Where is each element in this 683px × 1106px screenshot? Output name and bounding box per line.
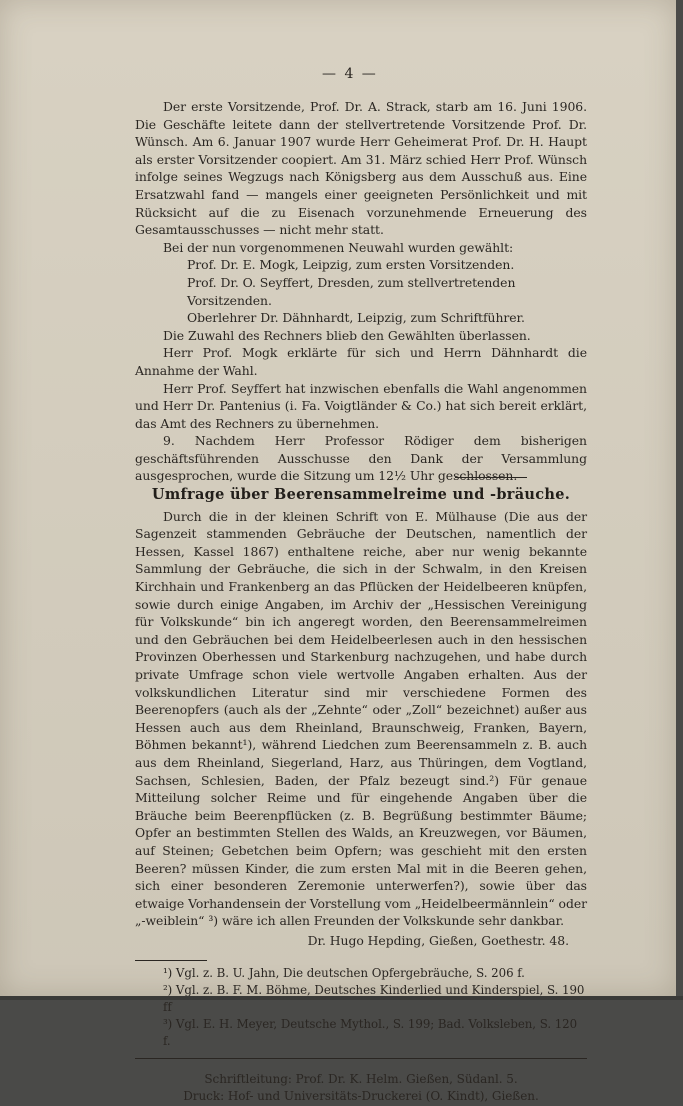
article-body: Durch die in der kleinen Schrift von E. Mülhause (Die aus der Sagenzeit stammenden Gebräuche der Deutschen, namentlich der Hessen, Kassel 1867) enthaltene reiche, aber nur wenig bekannte Sammlung der Gebräuche, die sich in der Schwalm, in den Kreisen Kirchhain und Frankenberg an das Pflücken der Heidelbeeren knüpfen, sowie durch einige Angaben, im Archiv der „Hessischen Vereinigung für Volkskunde“ bin ich angeregt worden, den Beerensammelreimen und den Gebräuchen bei dem Heidelbeerlesen auch in den hessischen Provinzen Oberhessen und Starkenburg nachzugehen, und habe durch private Umfrage schon viele wertvolle Angaben erhalten. Aus der volkskundlichen Literatur sind mir verschiedene Formen des Beerenopfers (auch als der „Zehnte“ oder „Zoll“ bezeichnet) außer aus Hessen auch aus dem Rheinland, Braunschweig, Franken, Bayern, Böhmen bekannt¹), während Liedchen zum Beerensammeln z. B. auch aus dem Rheinland, Siegerland, Harz, aus Thüringen, dem Vogtland, Sachsen, Schlesien, Baden, der Pfalz bezeugt sind.²) Für genaue Mitteilung solcher Reime und für eingehende Angaben über die Bräuche beim Beerenpflücken (z. B. Begrüßung bestimmter Bäume; Opfer an bestimmten Stellen des Walds, an Kreuzwegen, vor Bäumen, auf Steinen; Gebetchen beim Opfern; was geschieht mit den ersten Beeren? müssen Kinder, die zum ersten Mal mit in die Beeren gehen, sich einer besonderen Zeremonie unterwerfen?), sowie über das etwaige Vorhandensein der Vorstellung vom „Heidelbeermännlein“ oder „-weiblein“ ³) wäre ich allen Freunden der Volkskunde sehr dankbar.: [135, 508, 587, 929]
page-body: [135, 98, 587, 1106]
footnote: ²) Vgl. z. B. F. M. Böhme, Deutsches Kinderlied und Kinderspiel, S. 190 ff: [163, 982, 585, 1014]
report-paragraph: Herr Prof. Mogk erklärte für sich und Herrn Dähnhardt die Annahme der Wahl.: [135, 345, 587, 378]
report-paragraph: Bei der nun vorgenommenen Neuwahl wurden gewählt:: [163, 239, 514, 255]
footnote: ¹) Vgl. z. B. U. Jahn, Die deutschen Opfergebräuche, S. 206 f.: [163, 965, 525, 980]
scan-background: [0, 996, 683, 1000]
imprint-printer: Druck: Hof- und Universitäts-Druckerei (O. Kindt), Gießen.: [183, 1089, 539, 1104]
page-number: — 4 —: [322, 66, 378, 82]
report-paragraph: Herr Prof. Seyffert hat inzwischen ebenfalls die Wahl angenommen und Herr Dr. Pantenius (i. Fa. Voigtländer & Co.) hat sich bereit erklärt, das Amt des Rechners zu übernehmen.: [135, 380, 587, 431]
footnote: ³) Vgl. E. H. Meyer, Deutsche Mythol., S. 199; Bad. Volksleben, S. 120 f.: [163, 1016, 578, 1048]
imprint-editor: Schriftleitung: Prof. Dr. K. Helm. Gießen, Südanl. 5.: [204, 1071, 518, 1086]
article-signature: Dr. Hugo Hepding, Gießen, Goethestr. 48.: [307, 932, 569, 948]
election-entry: Prof. Dr. E. Mogk, Leipzig, zum ersten Vorsitzenden.: [187, 257, 515, 273]
report-paragraph: Der erste Vorsitzende, Prof. Dr. A. Strack, starb am 16. Juni 1906. Die Geschäfte leitete dann der stellvertretende Vorsitzende Prof. Dr. Wünsch. Am 6. Januar 1907 wurde Herr Geheimerat Prof. Dr. H. Haupt als erster Vorsitzender coopiert. Am 31. März schied Herr Prof. Wünsch infolge seines Wegzugs nach Königsberg aus dem Ausschuß aus. Eine Ersatzwahl fand — mangels einer geeigneten Persönlichkeit und mit Rücksicht auf die zu Eisenach vorzunehmende Erneuerung des Gesamtausschusses — nicht mehr statt.: [135, 99, 587, 238]
report-paragraph: Die Zuwahl des Rechners blieb den Gewählten überlassen.: [163, 327, 531, 343]
scan-background: [676, 0, 683, 1000]
footnote-rule: [135, 960, 207, 961]
imprint-rule: [135, 1058, 587, 1059]
report-paragraph: 9. Nachdem Herr Professor Rödiger dem bisherigen geschäftsführenden Ausschusse den Dank der Versammlung ausgesprochen, wurde die Sitzung um 12½ Uhr geschlossen.: [135, 433, 587, 484]
election-entry: Oberlehrer Dr. Dähnhardt, Leipzig, zum Schriftführer.: [187, 310, 525, 326]
article-heading: Umfrage über Beerensammelreime und -bräuche.: [151, 486, 571, 504]
election-entry: Prof. Dr. O. Seyffert, Dresden, zum stellvertretenden Vorsitzenden.: [187, 274, 516, 308]
